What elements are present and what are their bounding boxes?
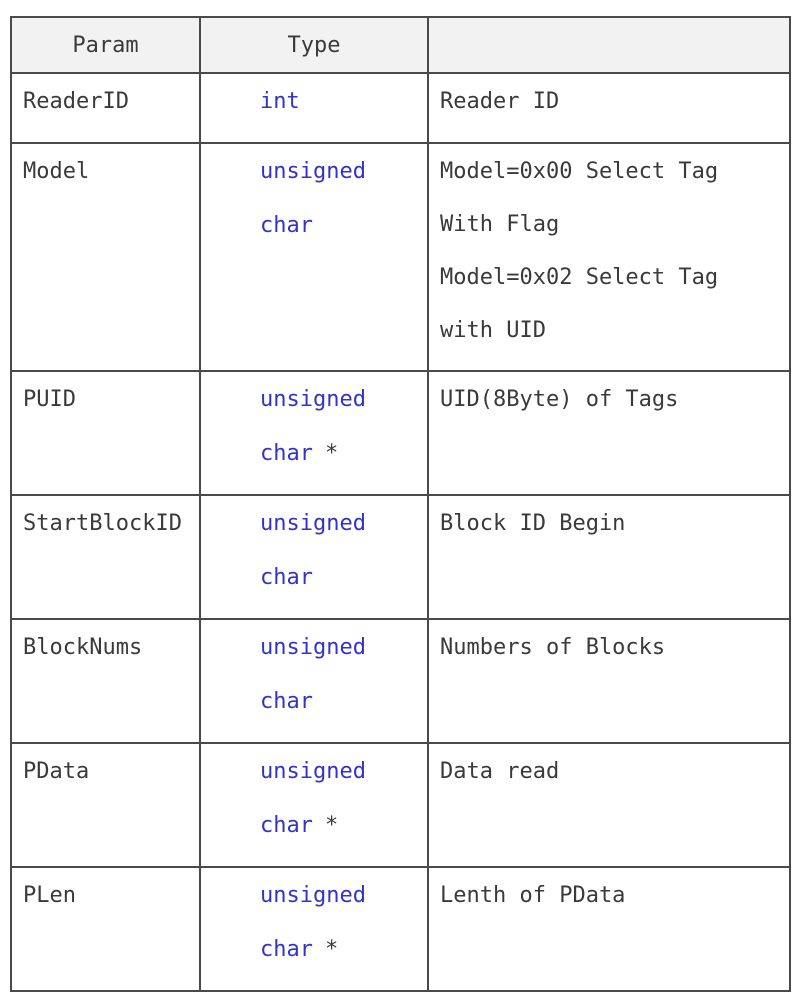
type-line [260, 510, 427, 564]
type-line [260, 634, 427, 688]
description-cell [428, 371, 790, 495]
description-line: Model=0x00 Select Tag [440, 159, 719, 184]
type-line [260, 88, 427, 142]
type-line [260, 158, 427, 212]
type-line [260, 440, 427, 494]
param-cell: PLen [11, 867, 200, 991]
type-line [260, 688, 427, 742]
type-keyword: char [260, 565, 313, 590]
description-line: Numbers of Blocks [440, 635, 666, 660]
description-line: With Flag [440, 212, 560, 237]
type-cell [200, 495, 428, 619]
type-line [260, 882, 427, 936]
type-line [260, 812, 427, 866]
type-cell [200, 73, 428, 143]
table-header-row [11, 17, 790, 73]
type-keyword: unsigned [260, 511, 366, 536]
description-cell [428, 143, 790, 371]
param-cell: ReaderID [11, 73, 200, 143]
parameter-table [10, 16, 791, 992]
type-line [260, 564, 427, 618]
description-line: Lenth of PData [440, 883, 626, 908]
type-line [260, 386, 427, 440]
table-row [11, 73, 790, 143]
table-row [11, 143, 790, 371]
pointer-asterisk: * [324, 937, 339, 962]
type-keyword: char [260, 213, 313, 238]
type-cell [200, 867, 428, 991]
pointer-asterisk: * [324, 813, 339, 838]
type-keyword: unsigned [260, 635, 366, 660]
param-cell: StartBlockID [11, 495, 200, 619]
description-line: UID(8Byte) of Tags [440, 387, 679, 412]
description-line: Block ID Begin [440, 511, 626, 536]
description-line: Data read [440, 759, 560, 784]
table-row [11, 743, 790, 867]
param-cell: BlockNums [11, 619, 200, 743]
type-cell [200, 371, 428, 495]
type-cell [200, 143, 428, 371]
type-keyword: unsigned [260, 883, 366, 908]
description-cell [428, 619, 790, 743]
type-keyword: unsigned [260, 387, 366, 412]
type-keyword: int [260, 89, 300, 114]
type-keyword: unsigned [260, 159, 366, 184]
pointer-asterisk: * [324, 441, 339, 466]
type-keyword: char [260, 813, 313, 838]
description-line: Model=0x02 Select Tag [440, 265, 719, 290]
description-line: Reader ID [440, 89, 560, 114]
type-keyword: char [260, 937, 313, 962]
type-keyword: char [260, 689, 313, 714]
table-row [11, 867, 790, 991]
header-type: Type [200, 17, 428, 73]
description-cell [428, 495, 790, 619]
table-row [11, 495, 790, 619]
type-cell [200, 619, 428, 743]
description-cell [428, 743, 790, 867]
description-line: with UID [440, 318, 546, 343]
table-row [11, 619, 790, 743]
header-param: Param [11, 17, 200, 73]
type-line [260, 936, 427, 990]
type-cell [200, 743, 428, 867]
param-cell: PUID [11, 371, 200, 495]
param-cell: Model [11, 143, 200, 371]
type-keyword: unsigned [260, 759, 366, 784]
type-keyword: char [260, 441, 313, 466]
description-cell [428, 73, 790, 143]
description-cell [428, 867, 790, 991]
type-line [260, 212, 427, 266]
type-line [260, 758, 427, 812]
param-cell: PData [11, 743, 200, 867]
table-row [11, 371, 790, 495]
header-description [428, 17, 790, 73]
